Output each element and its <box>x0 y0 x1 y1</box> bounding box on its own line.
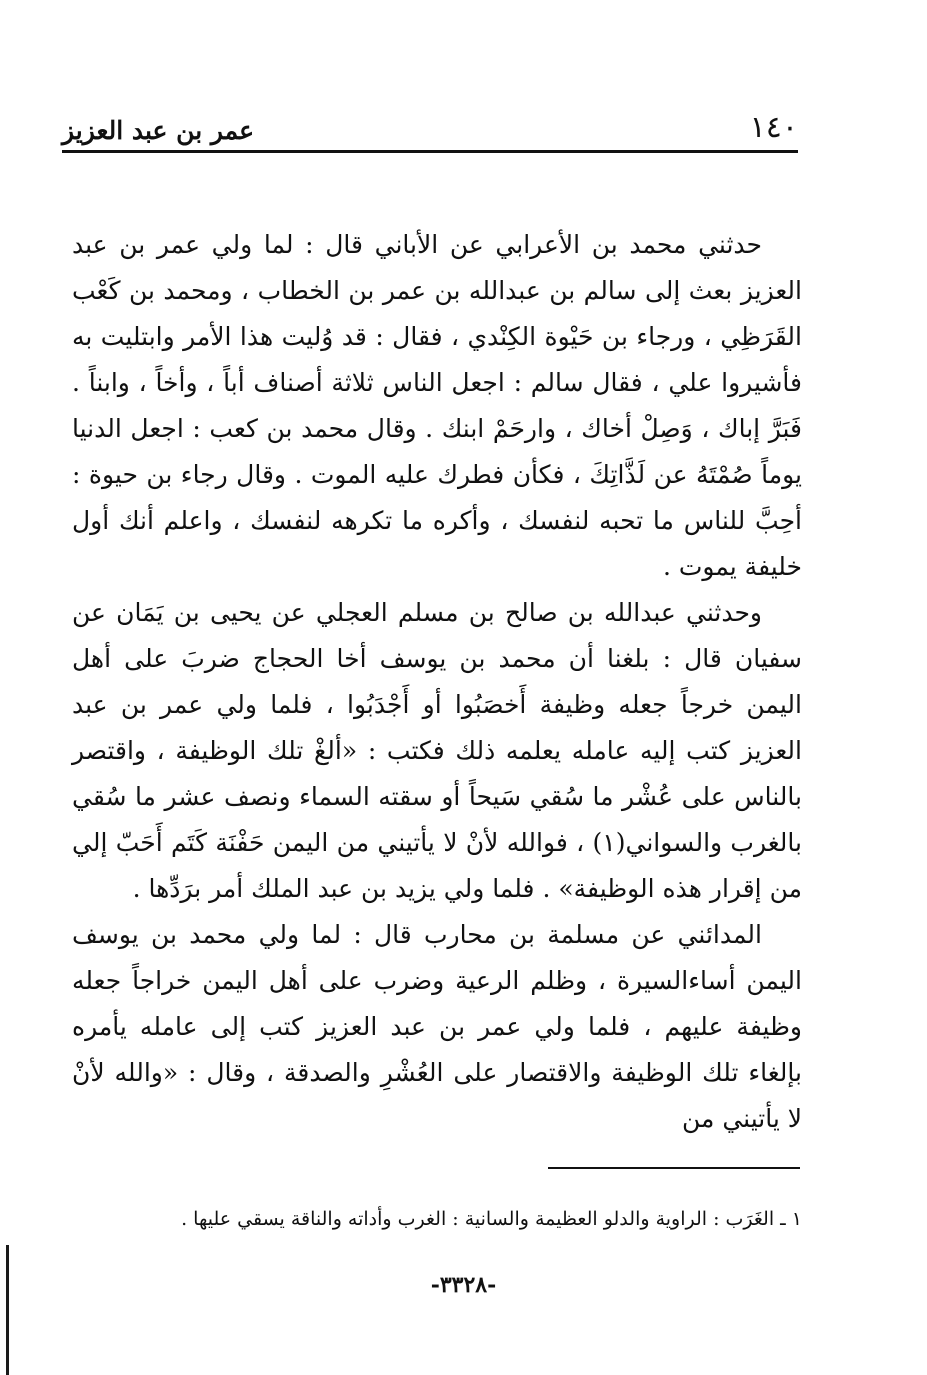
page-edge-shadow <box>6 1245 9 1375</box>
page-number: ١٤٠ <box>749 110 798 145</box>
paragraph: حدثني محمد بن الأعرابي عن الأباني قال : لما ولي عمر بن عبد العزيز بعث إلى سالم بن عبدالله بن عمر بن الخطاب ، ومحمد بن كَعْب القَرَظِي ، ورجاء بن حَيْوة الكِنْدي ، فقال : قد وُليت هذا الأمر وابتليت به فأشيروا علي ، فقال سالم : اجعل الناس ثلاثة أصناف أباً ، وأخاً ، وابناً . فَبَرَّ إباك ، وَصِلْ أخاك ، وارحَمْ ابنك . وقال محمد بن كعب : اجعل الدنيا يوماً صُمْتَهُ عن لَذَّاتِكَ ، فكأن فطرك عليه الموت . وقال رجاء بن حيوة : أحِبَّ للناس ما تحبه لنفسك ، وأكره ما تكرهه لنفسك ، واعلم أنك أول خليفة يموت . <box>72 230 802 581</box>
paragraph: المدائني عن مسلمة بن محارب قال : لما ولي محمد بن يوسف اليمن أساءالسيرة ، وظلم الرعية وضرب على أهل اليمن خراجاً جعله وظيفة عليهم ، فلما ولي عمر بن عبد العزيز كتب إلى عامله يأمره بإلغاء تلك الوظيفة والاقتصار على العُشْرِ والصدقة ، وقال : «والله لأنْ لا يأتيني من <box>72 920 802 1133</box>
book-title: عمر بن عبد العزيز <box>62 116 255 145</box>
folio-number: -٣٣٢٨- <box>430 1272 497 1298</box>
header-rule <box>62 150 798 153</box>
running-header <box>62 108 798 152</box>
footnote-rule <box>548 1167 800 1169</box>
footnote: ١ ـ الغَرَب : الراوية والدلو العظيمة والسانية : الغرب وأداته والناقة يسقي عليها . <box>181 1208 802 1230</box>
paragraph: وحدثني عبدالله بن صالح بن مسلم العجلي عن يحيى بن يَمَان عن سفيان قال : بلغنا أن محمد بن يوسف أخا الحجاج ضربَ على أهل اليمن خرجاً جعله وظيفة أَخصَبُوا أو أَجْدَبُوا ، فلما ولي عمر بن عبد العزيز كتب إليه عامله يعلمه ذلك فكتب : «ألغْ تلك الوظيفة ، واقتصر بالناس على عُشْر ما سُقي سَيحاً أو سقته السماء ونصف عشر ما سُقي بالغرب والسواني(١) ، فوالله لأنْ لا يأتيني من اليمن حَفْنَة كَتَم أَحَبّ إلي من إقرار هذه الوظيفة» . فلما ولي يزيد بن عبد الملك أمر برَدِّها . <box>72 598 802 903</box>
body-text <box>72 222 802 1142</box>
